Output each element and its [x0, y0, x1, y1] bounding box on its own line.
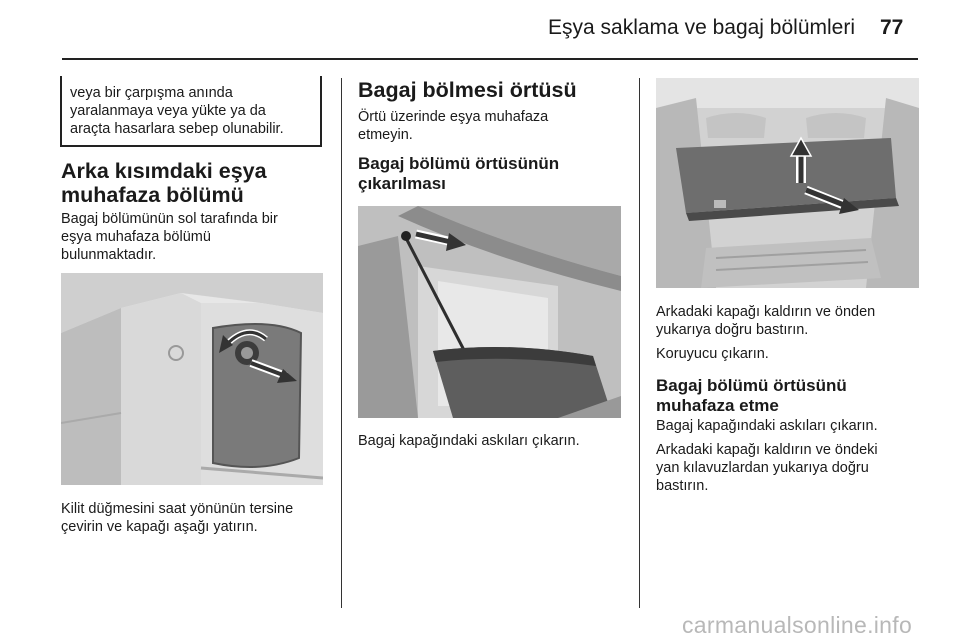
storage-caption: [61, 500, 293, 536]
cover-intro: [358, 108, 548, 144]
warning-line: araçta hasarlara sebep olunabilir.: [70, 121, 284, 137]
text-line: Bagaj bölümünün sol tarafında bir: [61, 211, 278, 227]
strap-caption: Bagaj kapağındaki askıları çıkarın.: [358, 433, 580, 449]
cover-instruction-2: Koruyucu çıkarın.: [656, 346, 769, 362]
heading-line: Bagaj bölümü örtüsünü: [656, 376, 847, 395]
header-rule: [62, 58, 918, 60]
text-line: eşya muhafaza bölümü: [61, 229, 211, 245]
section-heading-cover: Bagaj bölmesi örtüsü: [358, 78, 577, 102]
text-line: Kilit düğmesini saat yönünün tersine: [61, 501, 294, 517]
text-line: Arkadaki kapağı kaldırın ve önden: [656, 304, 876, 320]
subheading-cover-storage: [656, 376, 847, 416]
page-number: 77: [880, 16, 904, 39]
text-line: bastırın.: [656, 478, 709, 494]
cover-storage-text-2: [656, 441, 878, 495]
text-line: etmeyin.: [358, 127, 413, 143]
column-divider-2: [639, 78, 640, 608]
cover-storage-text-1: Bagaj kapağındaki askıları çıkarın.: [656, 418, 878, 434]
storage-intro: [61, 210, 278, 264]
page-header-title: Eşya saklama ve bagaj bölümleri: [548, 16, 855, 39]
column-divider-1: [341, 78, 342, 608]
text-line: bulunmaktadır.: [61, 247, 157, 263]
cover-instruction: [656, 303, 875, 339]
warning-line: veya bir çarpışma anında: [70, 85, 233, 101]
load-cover-figure: [656, 78, 919, 288]
text-line: yukarıya doğru bastırın.: [656, 322, 809, 338]
warning-box: [60, 76, 322, 147]
text-line: yan kılavuzlardan yukarıya doğru: [656, 460, 869, 476]
warning-line: yaralanmaya veya yükte ya da: [70, 103, 266, 119]
section-heading-storage: [61, 159, 267, 207]
tailgate-strap-figure: [358, 206, 621, 418]
storage-compartment-figure: [61, 273, 323, 485]
heading-line: muhafaza etme: [656, 396, 779, 415]
text-line: Arkadaki kapağı kaldırın ve öndeki: [656, 442, 878, 458]
heading-line: muhafaza bölümü: [61, 183, 244, 207]
heading-line: Bagaj bölümü örtüsünün: [358, 154, 560, 173]
text-line: çevirin ve kapağı aşağı yatırın.: [61, 519, 258, 535]
text-line: Örtü üzerinde eşya muhafaza: [358, 109, 549, 125]
subheading-cover-removal: [358, 154, 559, 194]
heading-line: çıkarılması: [358, 174, 446, 193]
heading-line: Arka kısımdaki eşya: [61, 159, 267, 183]
watermark: carmanualsonline.info: [682, 612, 913, 638]
